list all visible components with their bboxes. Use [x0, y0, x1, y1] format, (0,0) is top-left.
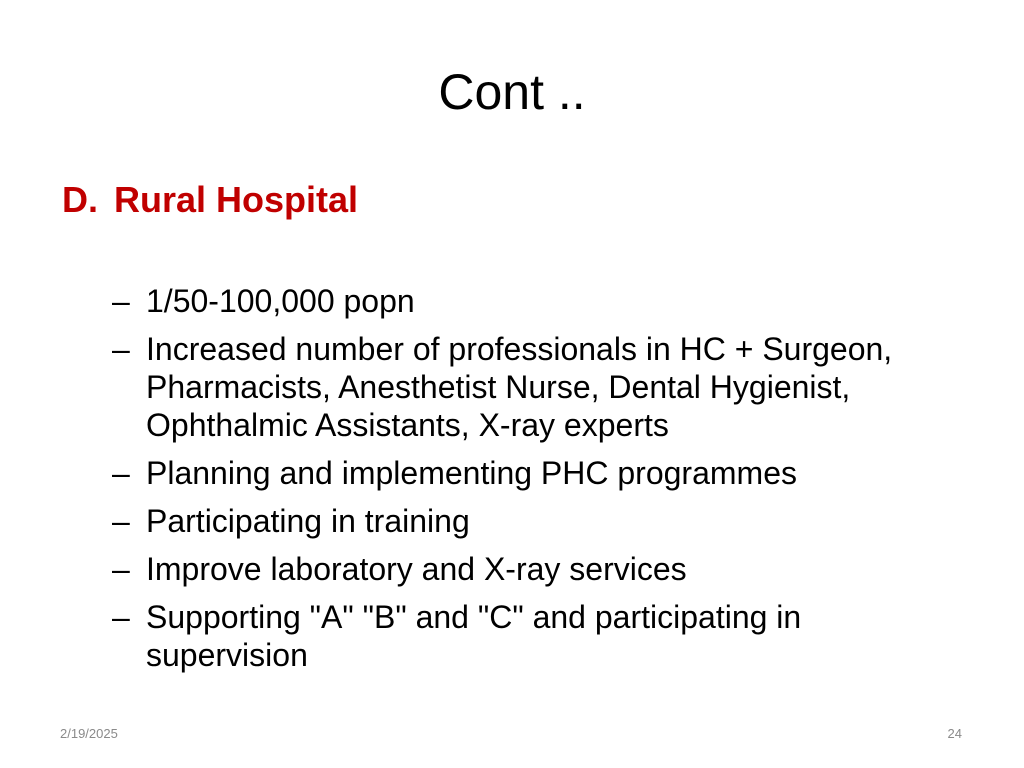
list-item-text: Planning and implementing PHC programmes: [146, 455, 797, 491]
dash-bullet: –: [112, 331, 130, 367]
dash-bullet: –: [112, 503, 130, 539]
list-item-text: Increased number of professionals in HC + Surgeon, Pharmacists, Anesthetist Nurse, Dental Hygienist, Ophthalmic Assistants, X-ray experts: [146, 331, 893, 443]
list-item: [112, 282, 932, 320]
section-heading: [62, 178, 358, 221]
slide-title: Cont ..: [438, 64, 586, 120]
list-item-text: Participating in training: [146, 503, 470, 539]
section-heading-text: Rural Hospital: [114, 179, 359, 220]
list-item-text: 1/50-100,000 popn: [146, 283, 415, 319]
footer-page-number: 24: [947, 726, 962, 741]
list-item: [112, 330, 932, 444]
list-item-text: Supporting "A" "B" and "C" and participating in supervision: [146, 599, 802, 673]
list-item: [112, 454, 932, 492]
bullet-list: [112, 282, 932, 684]
list-item: [112, 502, 932, 540]
dash-bullet: –: [112, 455, 130, 491]
section-letter: D.: [62, 179, 98, 220]
list-item: [112, 550, 932, 588]
list-item: [112, 598, 932, 674]
dash-bullet: –: [112, 283, 130, 319]
footer-date: 2/19/2025: [60, 726, 118, 741]
dash-bullet: –: [112, 599, 130, 635]
list-item-text: Improve laboratory and X-ray services: [146, 551, 687, 587]
dash-bullet: –: [112, 551, 130, 587]
